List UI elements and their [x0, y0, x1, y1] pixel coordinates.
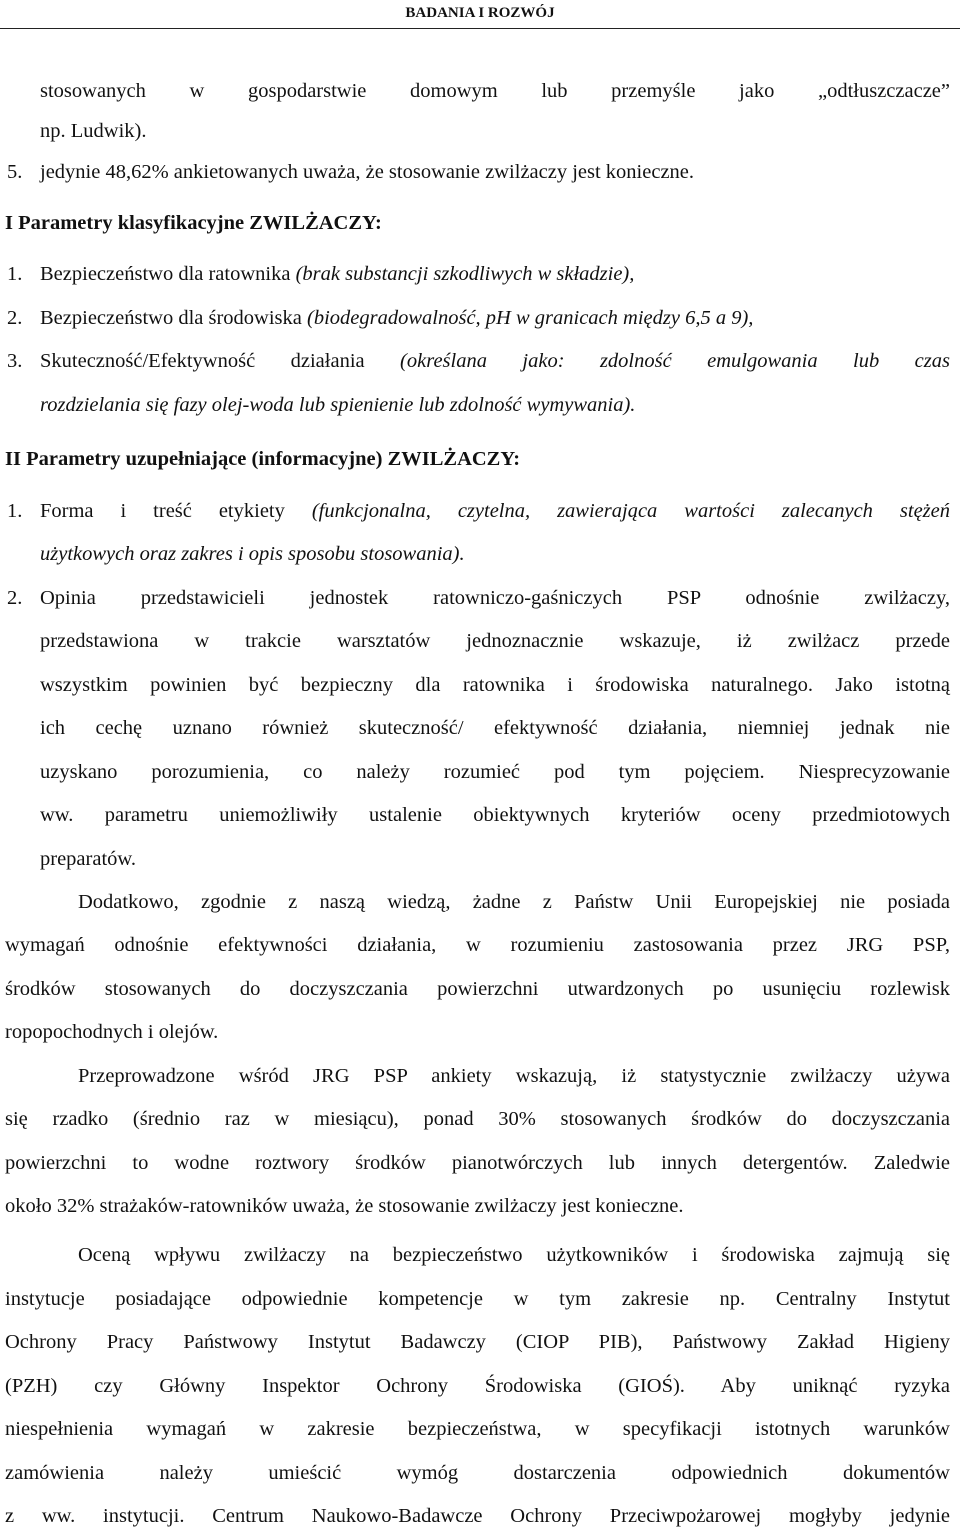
item-note: (określana jako: zdolność emulgowania lub czas	[400, 350, 950, 372]
list-item-5: jedynie 48,62% ankietowanych uważa, że stosowanie zwilżaczy jest konieczne.	[40, 161, 695, 183]
item-note: (brak substancji szkodliwych w składzie),	[295, 263, 635, 285]
item-note: (biodegradowalność, pH w granicach między 6,5 a 9),	[307, 307, 754, 329]
paragraph-line: Oceną wpływu zwilżaczy na bezpieczeństwo użytkowników i środowiska zajmują się	[78, 1244, 950, 1266]
classification-item-3-line-2: rozdzielania się fazy olej-woda lub spienienie lub zdolność wymywania).	[40, 394, 636, 416]
list-number: 1.	[7, 263, 23, 285]
supplementary-item-2-line: ich cechę uznano również skuteczność/ efektywność działania, niemniej jednak nie	[40, 717, 950, 739]
paragraph-line: środków stosowanych do doczyszczania powierzchni utwardzonych po usunięciu rozlewisk	[5, 978, 950, 1000]
classification-item-1	[40, 261, 950, 287]
paragraph-line: niespełnienia wymagań w zakresie bezpieczeństwa, w specyfikacji istotnych warunków	[5, 1418, 950, 1440]
supplementary-item-2-line: wszystkim powinien być bezpieczny dla ratownika i środowiska naturalnego. Jako istotną	[40, 674, 950, 696]
supplementary-item-2-line: preparatów.	[40, 848, 136, 870]
list-number: 3.	[7, 350, 23, 372]
classification-item-3	[40, 348, 950, 374]
supplementary-item-2-line: ww. parametru uniemożliwiły ustalenie obiektywnych kryteriów oceny przedmiotowych	[40, 804, 950, 826]
paragraph-line: powierzchni to wodne roztwory środków pianotwórczych lub innych detergentów. Zaledwie	[5, 1152, 950, 1174]
supplementary-item-1-line-2: użytkowych oraz zakres i opis sposobu stosowania).	[40, 543, 465, 565]
paragraph-line: Dodatkowo, zgodnie z naszą wiedzą, żadne z Państw Unii Europejskiej nie posiada	[78, 891, 950, 913]
supplementary-item-2-line: przedstawiona w trakcie warsztatów jednoznacznie wskazuje, iż zwilżacz przede	[40, 630, 950, 652]
paragraph-line: zamówienia należy umieścić wymóg dostarczenia odpowiednich dokumentów	[5, 1462, 950, 1484]
paragraph-line: Ochrony Pracy Państwowy Instytut Badawczy (CIOP PIB), Państwowy Zakład Higieny	[5, 1331, 950, 1353]
item-text: Bezpieczeństwo dla środowiska	[40, 307, 307, 329]
supplementary-item-1	[40, 498, 950, 524]
paragraph-line: instytucje posiadające odpowiednie kompetencje w tym zakresie np. Centralny Instytut	[5, 1288, 950, 1310]
running-header: BADANIA I ROZWÓJ	[0, 0, 960, 29]
list-number: 2.	[7, 307, 23, 329]
list-number: 1.	[7, 500, 23, 522]
section-heading-classification: I Parametry klasyfikacyjne ZWILŻACZY:	[5, 212, 382, 234]
paragraph-line: wymagań odnośnie efektywności działania, w rozumieniu zastosowania przez JRG PSP,	[5, 934, 950, 956]
paragraph-line: około 32% strażaków-ratowników uważa, że stosowanie zwilżaczy jest konieczne.	[5, 1195, 684, 1217]
paragraph-line: Przeprowadzone wśród JRG PSP ankiety wskazują, iż statystycznie zwilżaczy używa	[78, 1065, 950, 1087]
supplementary-item-2-line: Opinia przedstawicieli jednostek ratowniczo-gaśniczych PSP odnośnie zwilżaczy,	[40, 587, 950, 609]
item-text: Forma i treść etykiety	[40, 500, 312, 522]
item-text: Bezpieczeństwo dla ratownika	[40, 263, 296, 285]
paragraph-line: się rzadko (średnio raz w miesiącu), ponad 30% stosowanych środków do doczyszczania	[5, 1108, 950, 1130]
list-number: 5.	[7, 161, 23, 183]
paragraph-line: (PZH) czy Główny Inspektor Ochrony Środowiska (GIOŚ). Aby uniknąć ryzyka	[5, 1375, 950, 1397]
list-continuation-line: np. Ludwik).	[40, 120, 147, 142]
paragraph-line: z ww. instytucji. Centrum Naukowo-Badawcze Ochrony Przeciwpożarowej mogłyby jedynie	[5, 1505, 950, 1527]
section-heading-supplementary: II Parametry uzupełniające (informacyjne) ZWILŻACZY:	[5, 448, 521, 470]
supplementary-item-2-line: uzyskano porozumienia, co należy rozumieć pod tym pojęciem. Niesprecyzowanie	[40, 761, 950, 783]
list-continuation-line: stosowanych w gospodarstwie domowym lub przemyśle jako „odtłuszczacze”	[40, 80, 950, 102]
list-number: 2.	[7, 587, 23, 609]
item-text: Skuteczność/Efektywność działania	[40, 350, 401, 372]
paragraph-line: ropopochodnych i olejów.	[5, 1021, 219, 1043]
item-note: (funkcjonalna, czytelna, zawierająca wartości zalecanych stężeń	[311, 500, 951, 522]
classification-item-2	[40, 305, 950, 331]
